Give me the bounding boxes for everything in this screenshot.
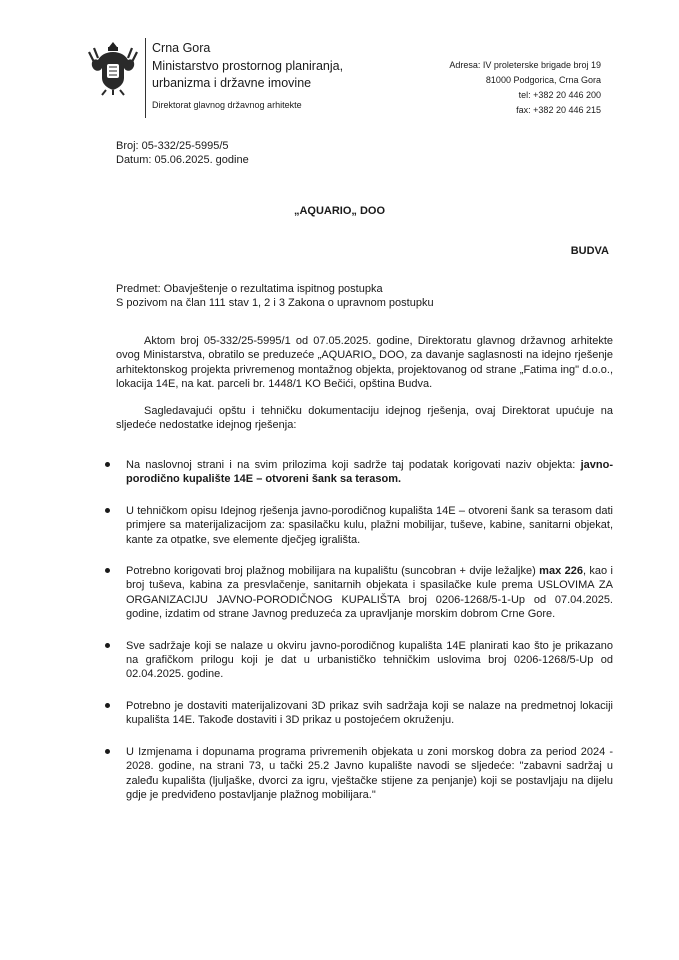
bullet-icon (105, 568, 110, 573)
reference-number: Broj: 05-332/25-5995/5 (116, 140, 229, 152)
list-item (103, 458, 613, 487)
ministry-name-cont: urbanizma i državne imovine (152, 76, 312, 90)
fax-value: +382 20 446 215 (533, 105, 601, 115)
body-paragraph (116, 404, 613, 433)
subject-line: Predmet: Obavještenje o rezultatima ispitnog postupka (116, 283, 383, 295)
document-date: Datum: 05.06.2025. godine (116, 154, 249, 166)
recipient-name: „AQUARIO„ DOO (293, 205, 386, 217)
ministry-block (152, 40, 343, 111)
list-item (103, 745, 613, 803)
recipient-city: BUDVA (570, 245, 609, 257)
list-item-text-cont: , kao i broj tuševa, kabina za presvlačenje, sanitarnih objekata i spasilačke kule prema USLOVIMA ZA ORGANIZACIJU JAVNO-PORODIČNOG KUPALIŠTA broj 0206-1268/5-1-Up od 07.04.2025. godine, izdatim od strane Javnog preduzeća za upravljanje morskim dobrom Crne Gore. (126, 565, 613, 621)
bullet-icon (105, 643, 110, 648)
address-line (449, 58, 601, 73)
bullet-icon (105, 749, 110, 754)
bullet-icon (105, 703, 110, 708)
address-value: IV proleterske brigade broj 19 (482, 60, 601, 70)
list-item-text: Sve sadržaje koji se nalaze u okviru javno-porodičnog kupališta 14E planirati kao što je prikazano na grafičkom prilogu koji je dat u urbanističko tehničkim uslovima broj 0206-1268/5-Up od 02.04.2025. godine. (126, 639, 613, 681)
bullet-icon (105, 508, 110, 513)
address-label: Adresa: (449, 60, 481, 70)
deficiency-list (103, 458, 613, 819)
bullet-icon (105, 462, 110, 467)
tel-line (449, 88, 601, 103)
paragraph-text: Sagledavajući opštu i tehničku dokumentaciju idejnog rješenja, ovaj Direktorat upućuje na sljedeće nedostatke idejnog rješenja: (116, 405, 613, 432)
contact-block (449, 58, 601, 118)
list-item (103, 639, 613, 682)
list-item-text: Potrebno korigovati broj plažnog mobilijara na kupalištu (suncobran + dvije ležaljke) (126, 565, 540, 578)
ministry-name: Ministarstvo prostornog planiranja, (152, 58, 344, 73)
tel-label: tel: (518, 90, 531, 100)
paragraph-text: Aktom broj 05-332/25-5995/1 od 07.05.2025. godine, Direktoratu glavnog državnog arhitekte ovog Ministarstva, obratilo se preduzeće „AQUARIO„ DOO, za davanje saglasnosti na idejno rješenje arhitektonskog projekta privremenog montažnog objekta, projektovanog od strane „Fatima ing" d.o.o., lokacija 14E, na kat. parceli br. 1448/1 KO Bečići, opština Budva. (116, 335, 613, 391)
fax-line (449, 103, 601, 118)
list-item (103, 504, 613, 547)
city-line: 81000 Podgorica, Crna Gora (485, 75, 601, 85)
coat-of-arms-icon (88, 38, 138, 96)
list-item (103, 699, 613, 728)
list-item-emphasis: max 226 (539, 565, 583, 578)
list-item-text: Potrebno je dostaviti materijalizovani 3D prikaz svih sadržaja koji se nalaze na predmetnoj lokaciji kupališta 14E. Takođe dostaviti i 3D prikaz u postojećem okruženju. (126, 699, 613, 727)
list-item-text: U tehničkom opisu Idejnog rješenja javno-porodičnog kupališta 14E – otvoreni šank sa terasom dati primjere sa materijalizacijom za: spasilačku kulu, plažni mobilijar, tuševe, kabine, sanitarni objekat, kante za otpatke, sve elemente dječjeg igrališta. (126, 504, 613, 546)
list-item (103, 564, 613, 622)
subject-block (116, 282, 434, 310)
list-item-emphasis: javno-porodično kupalište 14E – otvoreni šank sa terasom. (126, 459, 613, 486)
subject-legal-basis: S pozivom na član 111 stav 1, 2 i 3 Zakona o upravnom postupku (116, 297, 434, 309)
list-item-text: U Izmjenama i dopunama programa privremenih objekata u zoni morskog dobra za period 2024 - 2028. godine, na strani 73, u tački 25.2 Javno kupalište navodi se sljedeće: "zabavni sadržaj u zaleđu kupališta (ljuljaške, dvorci za igru, vještačke stijene za penjanje) koji se postavljaju na dijelu gdje je predviđeno postavljanje plažnog mobilijara." (126, 745, 613, 801)
country-name: Crna Gora (152, 41, 211, 55)
document-meta (116, 139, 249, 167)
header-divider (145, 38, 146, 118)
tel-value: +382 20 446 200 (533, 90, 601, 100)
body-paragraph (116, 334, 613, 392)
fax-label: fax: (516, 105, 531, 115)
directorate-name: Direktorat glavnog državnog arhitekte (152, 99, 302, 110)
list-item-text: Na naslovnoj strani i na svim prilozima koji sadrže taj podatak korigovati naziv objekta: (126, 459, 581, 471)
